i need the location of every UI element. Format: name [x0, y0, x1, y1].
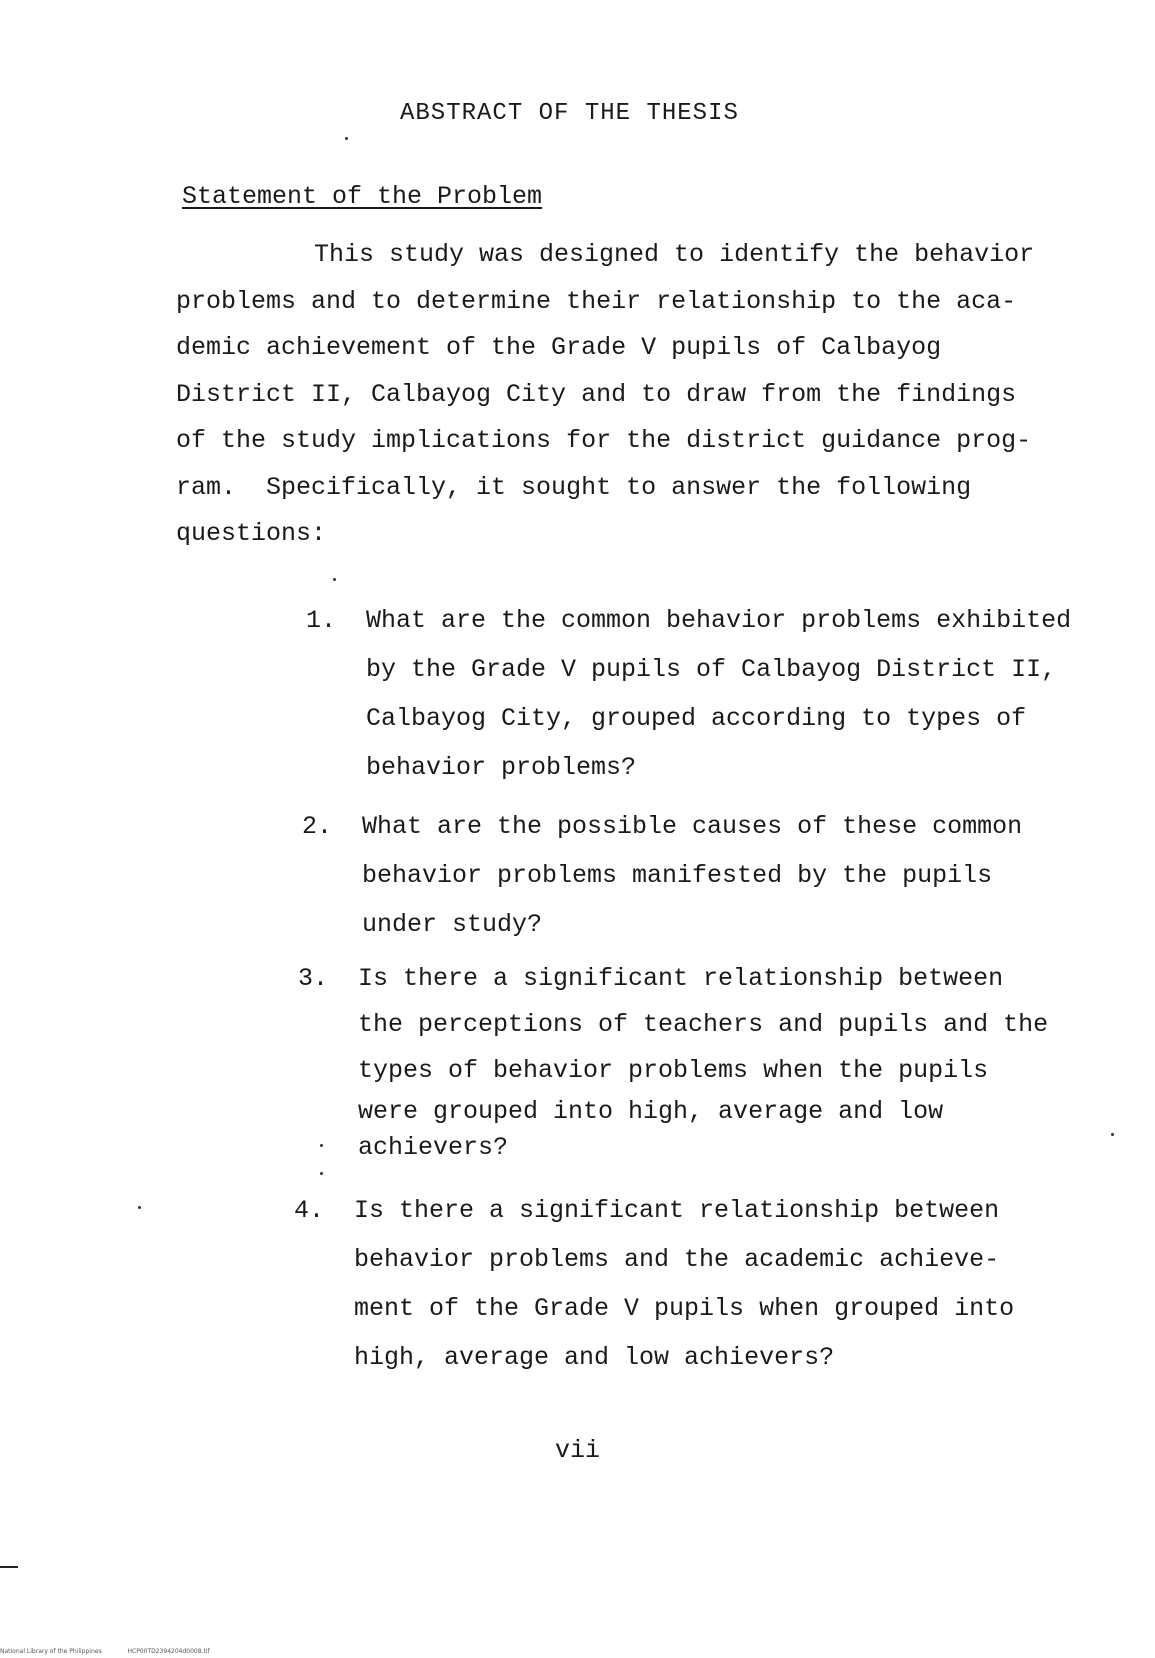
question-line: Is there a significant relationship between: [358, 964, 1004, 993]
question-number: 1.: [306, 606, 337, 635]
intro-line: This study was designed to identify the behavior: [314, 240, 1035, 269]
intro-line: ram. Specifically, it sought to answer the following: [176, 472, 972, 502]
question-line: achievers?: [358, 1133, 509, 1162]
intro-line: District II, Calbayog City and to draw from the findings: [176, 379, 1017, 409]
question-line: Calbayog City, grouped according to types of: [366, 704, 1027, 733]
question-line: What are the common behavior problems exhibited: [366, 606, 1072, 635]
question-line: were grouped into high, average and low: [358, 1097, 944, 1126]
question-line: types of behavior problems when the pupils: [358, 1056, 989, 1085]
question-line: behavior problems manifested by the pupils: [362, 861, 993, 890]
document-title: ABSTRACT OF THE THESIS: [400, 100, 739, 127]
question-number: 3.: [298, 964, 329, 993]
question-number: 4.: [294, 1196, 325, 1225]
scan-speck: [345, 137, 348, 140]
intro-paragraph: [176, 232, 1136, 558]
question-line: by the Grade V pupils of Calbayog District II,: [366, 655, 1057, 684]
question-line: high, average and low achievers?: [354, 1343, 835, 1372]
scan-speck: [333, 578, 336, 581]
question-line: ment of the Grade V pupils when grouped into: [354, 1294, 1015, 1323]
scan-speck: [320, 1144, 323, 1147]
intro-line: questions:: [176, 519, 327, 548]
footer-file-id: HCP00TD2394204d0008.tif: [127, 1648, 210, 1655]
intro-line: demic achievement of the Grade V pupils of Calbayog: [176, 333, 942, 362]
question-line: the perceptions of teachers and pupils and the: [358, 1010, 1049, 1039]
question-line: behavior problems and the academic achieve-: [354, 1245, 1000, 1274]
question-line: What are the possible causes of these common: [362, 812, 1023, 841]
question-line: behavior problems?: [366, 753, 637, 782]
question-line: under study?: [362, 910, 543, 939]
question-text: [366, 596, 1155, 792]
scan-footer: [0, 1648, 234, 1655]
margin-mark: [0, 1566, 18, 1568]
footer-library: National Library of the Philippines: [0, 1648, 102, 1655]
question-line: Is there a significant relationship between: [354, 1196, 1000, 1225]
page-number: vii: [555, 1436, 601, 1465]
question-text: [362, 802, 1155, 949]
question-text: [358, 956, 1155, 1166]
intro-line: problems and to determine their relationship to the aca-: [176, 286, 1017, 316]
scan-speck: [320, 1172, 323, 1175]
section-heading: Statement of the Problem: [182, 182, 543, 211]
question-text: [354, 1186, 1154, 1382]
intro-line: of the study implications for the district guidance prog-: [176, 426, 1032, 455]
scan-speck: [1111, 1133, 1114, 1136]
scan-speck: [138, 1206, 141, 1209]
question-number: 2.: [302, 812, 333, 841]
